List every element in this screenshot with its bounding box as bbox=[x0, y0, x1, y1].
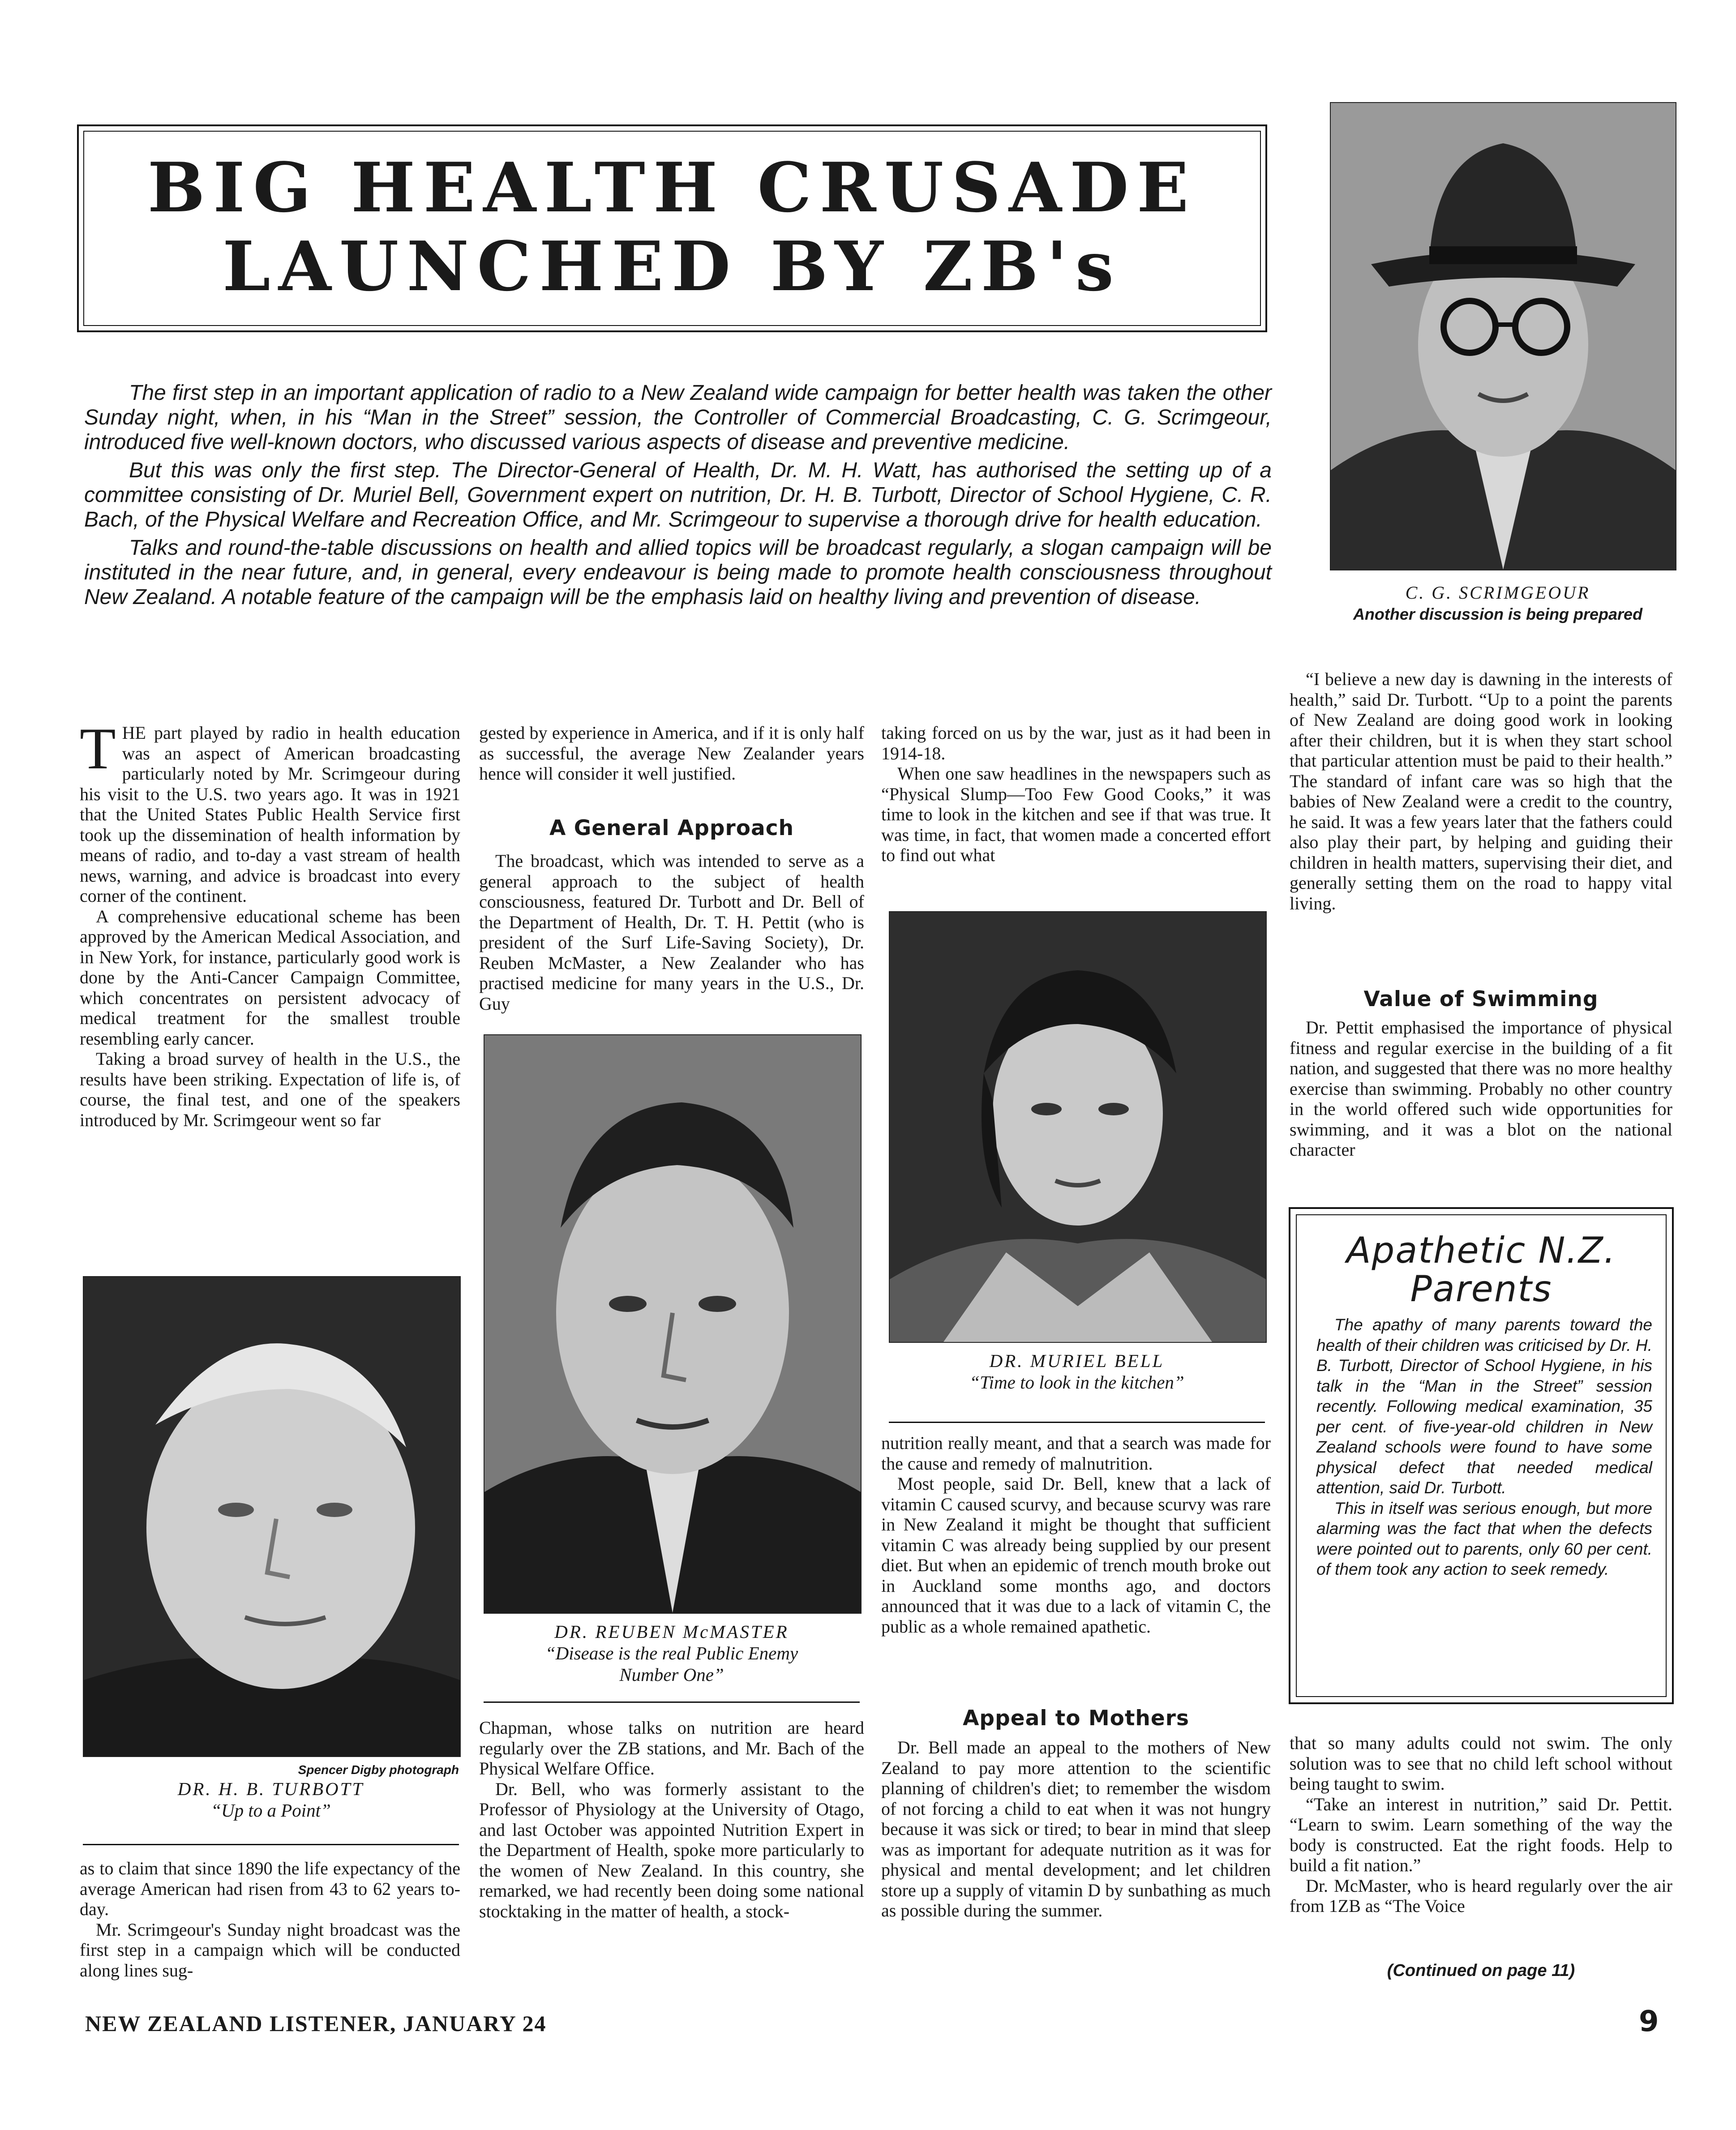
col4-paragraph-5: Dr. McMaster, who is heard regularly over the air from 1ZB as “The Voice bbox=[1290, 1875, 1672, 1916]
column-2-top bbox=[479, 723, 864, 784]
caption-scrimgeour-name: C. G. SCRIMGEOUR bbox=[1405, 583, 1590, 603]
photo-mcmaster bbox=[484, 1034, 862, 1614]
column-2-bottom bbox=[479, 1718, 864, 1921]
col1-paragraph-3: Taking a broad survey of health in the U.S., the results have been striking. Expectation of life is, of course, the final test, and one of the speakers introduced by Mr. Scrimgeour went so far bbox=[80, 1049, 460, 1130]
caption-scrimgeour bbox=[1290, 582, 1706, 625]
sidebar-paragraph-2: This in itself was serious enough, but more alarming was the fact that when the defects were pointed out to parents, only 60 per cent. of them took any action to seek remedy. bbox=[1316, 1499, 1652, 1578]
column-4-top bbox=[1290, 669, 1672, 913]
column-4-bottom bbox=[1290, 1733, 1672, 1916]
headline-box bbox=[77, 124, 1267, 332]
caption-turbott-quote: “Up to a Point” bbox=[211, 1800, 331, 1821]
footer-page-number: 9 bbox=[1639, 2005, 1659, 2038]
column-2-divider bbox=[484, 1701, 860, 1703]
col4-paragraph-1: “I believe a new day is dawning in the interests of health,” said Dr. Turbott. “Up to a point the parents of New Zealand are doing good work in looking after their children, but it is when they start school that particular attention must be paid to their health.” The standard of infant care was so high that the babies of New Zealand were a credit to the country, he said. It was a few years later that the fathers could also play their part, by helping and guiding their children in health matters, supervising their diet, and generally setting them on the road to happy vital living. bbox=[1290, 669, 1672, 913]
caption-mcmaster bbox=[484, 1621, 860, 1685]
headline-line-2: LAUNCHED BY ZB's bbox=[222, 226, 1122, 306]
caption-bell-quote: “Time to look in the kitchen” bbox=[969, 1372, 1184, 1393]
col4-paragraph-4: “Take an interest in nutrition,” said Dr. Pettit. “Learn to swim. Learn something of the way the body is constructed. Eat the right foods. Help to build a fit nation.” bbox=[1290, 1794, 1672, 1875]
col4-paragraph-3: that so many adults could not swim. The only solution was to see that no child left school without being taught to swim. bbox=[1290, 1733, 1672, 1794]
intro-paragraph-2: But this was only the first step. The Director-General of Health, Dr. M. H. Watt, has authorised the setting up of a committee consisting of Dr. Muriel Bell, Government expert on nutrition, Dr. H. B. Turbott, Director of School Hygiene, C. R. Bach, of the Physical Welfare and Recreation Office, and Mr. Scrimgeour to supervise a thorough drive for health education. bbox=[84, 459, 1272, 531]
column-1-top bbox=[80, 716, 460, 1130]
sidebar-box-title bbox=[1290, 1231, 1672, 1308]
col2-paragraph-1: gested by experience in America, and if it is only half as successful, the average New Zealander years hence will consider it well justified. bbox=[479, 723, 864, 784]
col3-paragraph-5: Dr. Bell made an appeal to the mothers of New Zealand to pay more attention to the scientific planning of children's diet; to remember the wisdom of not forcing a child to eat when it was not hungry because it was sick or tired; to bear in mind that sleep was as important for adequate nutrition as it was for physical and mental development; and let children store up a supply of vitamin D by sunbathing as much as possible during the summer. bbox=[881, 1737, 1271, 1920]
intro-paragraph-1: The first step in an important application of radio to a New Zealand wide campaign for better health was taken the other Sunday night, when, in his “Man in the Street” session, the Controller of Commercial Broadcasting, C. G. Scrimgeour, introduced five well-known doctors, who discussed various aspects of disease and preventive medicine. bbox=[84, 381, 1272, 454]
caption-mcmaster-quote: “Disease is the real Public Enemy Number One” bbox=[545, 1643, 798, 1685]
subhead-appeal-to-mothers: Appeal to Mothers bbox=[963, 1706, 1189, 1731]
sidebar-title-line-1: Apathetic N.Z. bbox=[1346, 1230, 1616, 1271]
caption-bell bbox=[889, 1350, 1265, 1393]
column-1-divider bbox=[83, 1844, 459, 1845]
caption-turbott-credit: Spencer Digby photograph bbox=[298, 1763, 459, 1777]
caption-mcmaster-name: DR. REUBEN McMASTER bbox=[554, 1621, 789, 1642]
subhead-value-of-swimming: Value of Swimming bbox=[1363, 987, 1599, 1011]
col2-paragraph-2: The broadcast, which was intended to serve as a general approach to the subject of health consciousness, featured Dr. Turbott and Dr. Bell of the Department of Health, Dr. T. H. Pettit (who is president of the Surf Life-Saving Society), Dr. Reuben McMaster, a New Zealander who has practised medicine for many years in the U.S., Dr. Guy bbox=[479, 851, 864, 1014]
column-2-mid bbox=[479, 851, 864, 1014]
column-1-bottom bbox=[80, 1858, 460, 1980]
continued-note: (Continued on page 11) bbox=[1387, 1961, 1575, 1980]
photo-turbott bbox=[83, 1276, 461, 1757]
subhead-general-approach: A General Approach bbox=[549, 816, 794, 840]
col3-paragraph-2: When one saw headlines in the newspapers such as “Physical Slump—Too Few Good Cooks,” it was time to look in the kitchen and see if that was true. It was time, in fact, that women made a concerted effort to find out what bbox=[881, 763, 1271, 865]
intro-text bbox=[84, 381, 1272, 609]
photo-bell bbox=[889, 911, 1267, 1343]
col2-paragraph-3: Chapman, whose talks on nutrition are heard regularly over the ZB stations, and Mr. Bach of the Physical Welfare Office. bbox=[479, 1718, 864, 1779]
sidebar-title-line-2: Parents bbox=[1410, 1268, 1552, 1310]
column-4-mid bbox=[1290, 1017, 1672, 1160]
col3-paragraph-4: Most people, said Dr. Bell, knew that a lack of vitamin C caused scurvy, and because scurvy was rare in New Zealand it might be thought that sufficient vitamin C was already being supplied by our present diet. But when an epidemic of trench mouth broke out in Auckland some months ago, and doctors announced that it was due to a lack of vitamin C, the public as a whole remained apathetic. bbox=[881, 1474, 1271, 1637]
footer-publication: NEW ZEALAND LISTENER, JANUARY 24 bbox=[85, 2011, 547, 2036]
headline-line-1: BIG HEALTH CRUSADE bbox=[147, 147, 1197, 227]
intro-paragraph-3: Talks and round-the-table discussions on health and allied topics will be broadcast regularly, a slogan campaign will be instituted in the near future, and, in general, every endeavour is being made to promote health consciousness throughout New Zealand. A notable feature of the campaign will be the emphasis laid on healthy living and prevention of disease. bbox=[84, 536, 1272, 609]
col1-paragraph-4: as to claim that since 1890 the life expectancy of the average American had risen from 43 to 62 years to-day. bbox=[80, 1858, 460, 1919]
column-3-bottom bbox=[881, 1433, 1271, 1637]
sidebar-paragraph-1: The apathy of many parents toward the health of their children was criticised by Dr. H. B. Turbott, Director of School Hygiene, in his talk in the “Man in the Street” session recently. Following medical examination, 35 per cent. of five-year-old children in New Zealand schools were found to have some physical defect that needed medical attention, said Dr. Turbott. bbox=[1316, 1316, 1652, 1497]
column-3-top bbox=[881, 723, 1271, 866]
column-3-end bbox=[881, 1737, 1271, 1921]
col3-paragraph-3: nutrition really meant, and that a search was made for the cause and remedy of malnutrition. bbox=[881, 1433, 1271, 1474]
sidebar-box-apathetic-parents bbox=[1289, 1207, 1674, 1704]
column-3-divider bbox=[889, 1422, 1265, 1423]
col1-paragraph-2: A comprehensive educational scheme has been approved by the American Medical Association, and in New York, for instance, particularly good work is done by the Anti-Cancer Campaign Committee, which concentrates on persistent advocacy of medical treatment for the smallest trouble resembling early cancer. bbox=[80, 906, 460, 1049]
col1-paragraph-5: Mr. Scrimgeour's Sunday night broadcast was the first step in a campaign which will be conducted along lines sug- bbox=[80, 1919, 460, 1980]
caption-scrimgeour-quote: Another discussion is being prepared bbox=[1353, 605, 1643, 623]
col3-paragraph-1: taking forced on us by the war, just as it had been in 1914-18. bbox=[881, 723, 1271, 763]
col4-paragraph-2: Dr. Pettit emphasised the importance of physical fitness and regular exercise in the building of a fit nation, and suggested that there was no more healthy exercise than swimming. Probably no other country in the world offered such wide opportunities for swimming, and it was a blot on the national character bbox=[1290, 1017, 1672, 1160]
photo-scrimgeour bbox=[1330, 102, 1676, 570]
caption-turbott-name: DR. H. B. TURBOTT bbox=[177, 1779, 364, 1799]
caption-turbott bbox=[83, 1762, 459, 1821]
drop-cap: T bbox=[80, 716, 116, 781]
col2-paragraph-4: Dr. Bell, who was formerly assistant to the Professor of Physiology at the University of Otago, and last October was appointed Nutrition Expert in the Department of Health, spoke more particularly to the women of New Zealand. In this country, she remarked, we had recently been doing some national stocktaking in the matter of health, a stock- bbox=[479, 1779, 864, 1921]
sidebar-box-text bbox=[1316, 1315, 1652, 1580]
caption-bell-name: DR. MURIEL BELL bbox=[989, 1350, 1165, 1371]
col1-paragraph-1: HE part played by radio in health education was an aspect of American broadcasting particularly noted by Mr. Scrimgeour during his visit to the U.S. two years ago. It was in 1921 that the United States Public Health Service first took up the dissemination of health information by means of radio, and to-day a vast stream of health news, warning, and advice is broadcast into every corner of the continent. bbox=[80, 723, 460, 906]
